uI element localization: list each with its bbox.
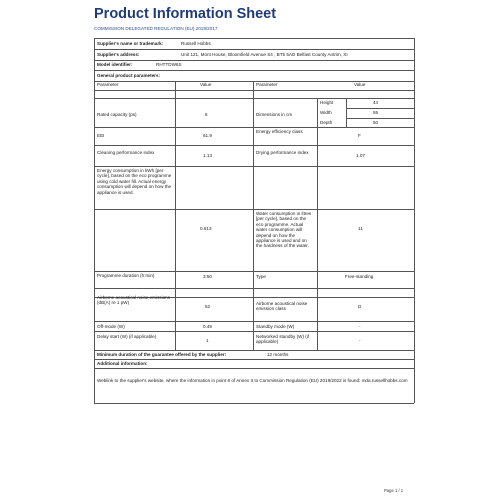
page-subtitle: COMMISSION DELEGATED REGULATION (EU) 2019/2017: [94, 26, 218, 31]
airborne-noise-label: Airborne acoustical noise emissions (dB(A) re 1 pW): [97, 295, 171, 306]
depth-label: Depth: [320, 120, 333, 125]
energy-consumption-value: 0.613: [200, 226, 212, 231]
water-consumption-value: 11: [358, 226, 363, 231]
supplier-name-value: Russell Hobbs: [181, 41, 211, 46]
off-mode-value: 0.49: [203, 324, 212, 329]
networked-standby-value: -: [359, 338, 361, 343]
guarantee-value: 12 months: [267, 352, 289, 357]
type-value: Free-standing: [345, 274, 374, 279]
energy-consumption-label: Energy consumption in kWh [per cycle], based on the eco programme using cold water fill. Actual energy consumption will depend on how the appliance is used.: [97, 168, 172, 195]
noise-class-value: D: [358, 304, 362, 309]
energy-class-label: Energy efficiency class: [256, 129, 303, 134]
page-number: Page 1 / 1: [384, 488, 404, 493]
water-consumption-label: Water consumption in litres [per cycle], based on the eco programme. Actual water consumption will depend on how the appliance is used and on the hardness of the water.: [256, 211, 312, 249]
additional-info-heading: Additional information:: [97, 361, 148, 366]
guarantee-label: Minimum duration of the guarantee offered by the supplier:: [97, 352, 227, 357]
energy-class-value: F: [358, 133, 361, 138]
general-parameters-heading: General product parameters:: [97, 73, 161, 78]
weblink-text: [97, 378, 411, 383]
page-title: Product Information Sheet: [94, 6, 277, 22]
height-value: 44: [373, 100, 379, 105]
drying-index-label: Drying performance index: [256, 150, 309, 155]
dimensions-label: Dimensions in cm: [256, 112, 293, 117]
width-value: 55: [373, 110, 379, 115]
standby-label: Standby mode (W): [256, 324, 295, 329]
airborne-noise-value: 52: [205, 304, 211, 309]
drying-index-value: 1.07: [356, 153, 365, 158]
eei-value: 61.9: [203, 133, 212, 138]
delay-start-label: Delay start (W) (if applicable): [97, 334, 157, 339]
supplier-address-value: Unit 121, Mont House, Bloomfield Avenue S4 , BT5 5AD Belfast County Antrim, XI: [181, 52, 348, 57]
cleaning-index-label: Cleaning performance index: [97, 150, 155, 155]
depth-value: 50: [373, 120, 379, 125]
programme-duration-value: 3:50: [203, 274, 212, 279]
delay-start-value: 1: [206, 338, 209, 343]
col-header-parameter-2: Parameter: [256, 82, 278, 87]
col-header-value-2: Value: [354, 82, 366, 87]
networked-standby-label: Networked standby (W) (if applicable): [256, 334, 310, 345]
rated-capacity-value: 6: [205, 112, 208, 117]
supplier-address-label: Supplier's address:: [97, 52, 140, 57]
rated-capacity-label: Rated capacity (ps): [97, 112, 137, 117]
width-label: Width: [320, 110, 332, 115]
cleaning-index-value: 1.13: [203, 153, 212, 158]
type-label: Type: [256, 274, 266, 279]
supplier-name-label: Supplier's name or trademark:: [97, 41, 164, 46]
weblink-url[interactable]: mda.russellhobbs.com: [361, 378, 408, 383]
height-label: Height: [320, 100, 334, 105]
model-value: RHTTDW6S: [156, 62, 182, 67]
programme-duration-label: Programme duration (h:min): [97, 273, 155, 278]
noise-class-label: Airborne acoustical noise emission class: [256, 301, 308, 312]
model-label: Model identifier:: [97, 62, 133, 67]
standby-value: -: [359, 324, 361, 329]
col-header-value: Value: [200, 82, 212, 87]
weblink-description: Weblink to the supplier's website, where the information in point 6 of Annex II to Commission Regulation (EU) 2019/2022 is found:: [97, 378, 361, 383]
eei-label: EEI: [97, 133, 105, 138]
col-header-parameter: Parameter: [97, 82, 119, 87]
off-mode-label: Off-mode (W): [97, 324, 125, 329]
